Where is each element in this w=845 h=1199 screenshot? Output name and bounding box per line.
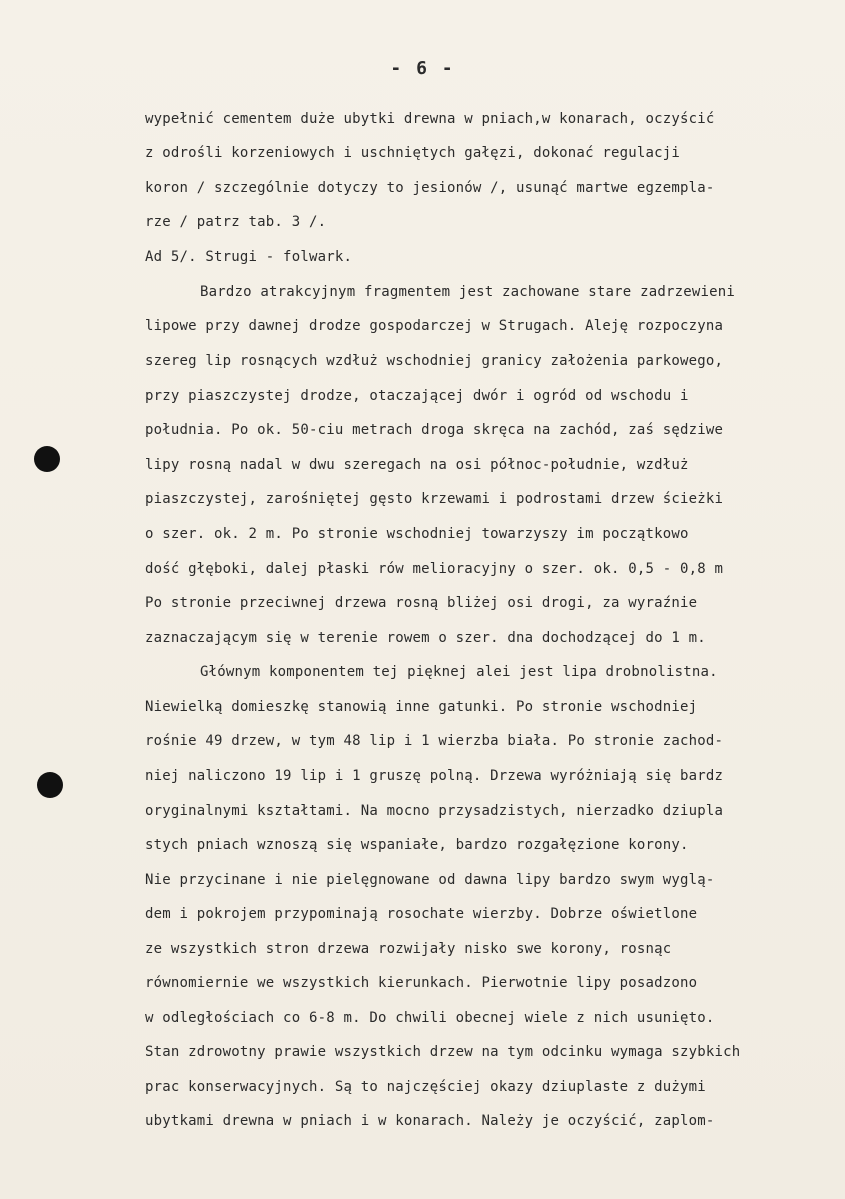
- text-line: przy piaszczystej drodze, otaczającej dwór i ogród od wschodu i: [145, 388, 689, 404]
- text-line: z odrośli korzeniowych i uschniętych gałęzi, dokonać regulacji: [145, 145, 680, 161]
- text-line: dość głęboki, dalej płaski rów melioracyjny o szer. ok. 0,5 - 0,8 m: [145, 561, 724, 577]
- text-line: szereg lip rosnących wzdłuż wschodniej granicy założenia parkowego,: [145, 353, 724, 369]
- text-line: rze / patrz tab. 3 /.: [145, 214, 327, 230]
- text-line: o szer. ok. 2 m. Po stronie wschodniej towarzyszy im początkowo: [145, 526, 689, 542]
- text-line: koron / szczególnie dotyczy to jesionów /, usunąć martwe egzempla-: [145, 180, 715, 196]
- text-line: Po stronie przeciwnej drzewa rosną bliżej osi drogi, za wyraźnie: [145, 595, 698, 611]
- text-line: stych pniach wznoszą się wspaniałe, bardzo rozgałęzione korony.: [145, 837, 689, 853]
- text-line: południa. Po ok. 50-ciu metrach droga skręca na zachód, zaś sędziwe: [145, 422, 724, 438]
- text-line: ubytkami drewna w pniach i w konarach. Należy je oczyścić, zaplom-: [145, 1113, 715, 1129]
- text-line: równomiernie we wszystkich kierunkach. Pierwotnie lipy posadzono: [145, 975, 698, 991]
- text-line: wypełnić cementem duże ubytki drewna w pniach,w konarach, oczyścić: [145, 111, 715, 127]
- text-line: rośnie 49 drzew, w tym 48 lip i 1 wierzba biała. Po stronie zachod-: [145, 733, 724, 749]
- page-number: - 6 -: [390, 58, 455, 79]
- text-line: oryginalnymi kształtami. Na mocno przysadzistych, nierzadko dziupla: [145, 803, 724, 819]
- text-line: ze wszystkich stron drzewa rozwijały nisko swe korony, rosnąc: [145, 941, 672, 957]
- text-line: prac konserwacyjnych. Są to najczęściej okazy dziuplaste z dużymi: [145, 1079, 706, 1095]
- text-line: Nie przycinane i nie pielęgnowane od dawna lipy bardzo swym wyglą-: [145, 872, 715, 888]
- text-line: zaznaczającym się w terenie rowem o szer. dna dochodzącej do 1 m.: [145, 630, 706, 646]
- punch-hole: [37, 772, 63, 798]
- text-line: Stan zdrowotny prawie wszystkich drzew na tym odcinku wymaga szybkich: [145, 1044, 741, 1060]
- text-line: Niewielką domieszkę stanowią inne gatunki. Po stronie wschodniej: [145, 699, 698, 715]
- text-line: Bardzo atrakcyjnym fragmentem jest zachowane stare zadrzewieni: [200, 284, 735, 300]
- punch-hole: [34, 446, 60, 472]
- text-line: dem i pokrojem przypominają rosochate wierzby. Dobrze oświetlone: [145, 906, 698, 922]
- text-line: w odległościach co 6-8 m. Do chwili obecnej wiele z nich usunięto.: [145, 1010, 715, 1026]
- section-heading: Ad 5/. Strugi - folwark.: [145, 249, 353, 265]
- text-line: lipy rosną nadal w dwu szeregach na osi północ-południe, wzdłuż: [145, 457, 689, 473]
- text-line: lipowe przy dawnej drodze gospodarczej w Strugach. Aleję rozpoczyna: [145, 318, 724, 334]
- text-line: Głównym komponentem tej pięknej alei jest lipa drobnolistna.: [200, 664, 718, 680]
- text-line: niej naliczono 19 lip i 1 gruszę polną. Drzewa wyróżniają się bardz: [145, 768, 724, 784]
- text-line: piaszczystej, zarośniętej gęsto krzewami i podrostami drzew ścieżki: [145, 491, 724, 507]
